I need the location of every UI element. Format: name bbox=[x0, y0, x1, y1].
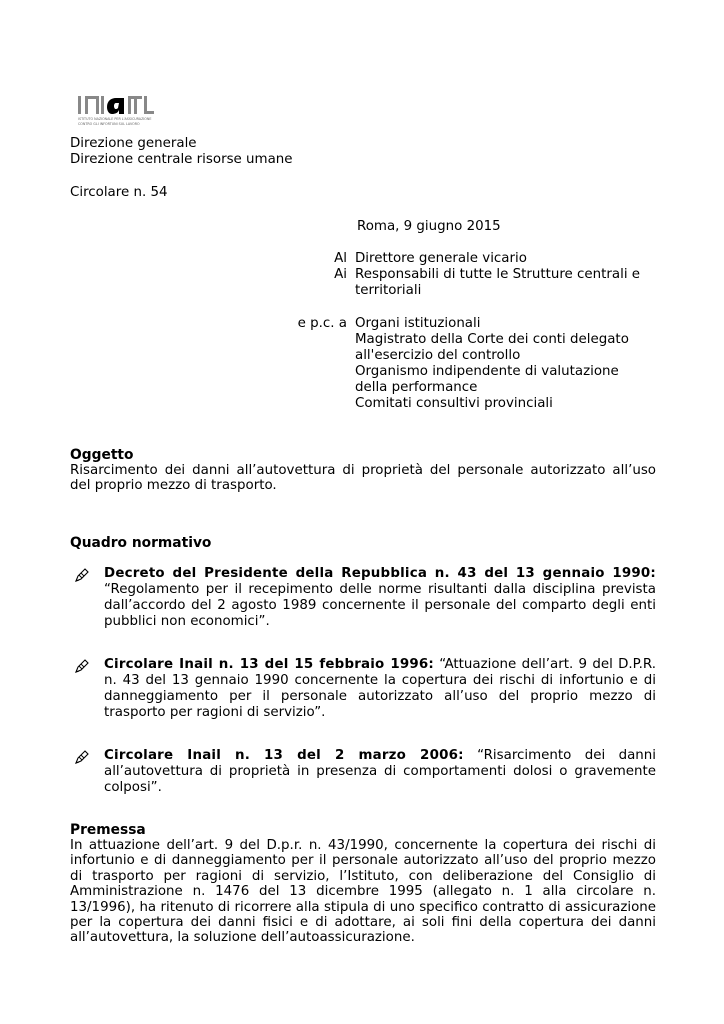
oggetto-text: Risarcimento dei danni all’autovettura di proprietà del personale autorizzato all’uso del proprio mezzo di trasporto. bbox=[70, 463, 656, 494]
normativa-item-title: Decreto del Presidente della Repubblica n. 43 del 13 gennaio 1990: bbox=[104, 566, 656, 581]
inail-logo bbox=[76, 94, 176, 128]
quadro-normativo-heading: Quadro normativo bbox=[70, 535, 212, 551]
recipient-label-al: Al bbox=[334, 251, 347, 266]
pencil-bullet-icon bbox=[75, 568, 89, 582]
normativa-item-title: Circolare Inail n. 13 del 2 marzo 2006: bbox=[104, 748, 464, 763]
recipient-al: Direttore generale vicario bbox=[355, 251, 527, 266]
normativa-item-text: “Attuazione dell’art. 9 del D.P.R. n. 43 del 13 gennaio 1990 concernente la copertura dei rischi di infortunio e di danneggiamento per il personale autorizzato all’uso del proprio mezzo di trasporto per ragioni di servizio”. bbox=[104, 657, 656, 720]
recipient-ai-line-1: Responsabili di tutte le Strutture centrali e bbox=[355, 267, 641, 282]
premessa-heading: Premessa bbox=[70, 822, 146, 838]
pencil-bullet-icon bbox=[75, 659, 89, 673]
recipient-label-ai: Ai bbox=[334, 267, 347, 282]
epc-line: Comitati consultivi provinciali bbox=[355, 396, 553, 411]
normativa-item-text: “Regolamento per il recepimento delle norme risultanti dalla disciplina prevista dall’accordo del 2 agosto 1989 concernente il personale del comparto degli enti pubblici non economici”. bbox=[104, 582, 656, 629]
oggetto-heading: Oggetto bbox=[70, 447, 134, 463]
circolare-number: Circolare n. 54 bbox=[70, 185, 168, 200]
office-line-1: Direzione generale bbox=[70, 136, 197, 151]
epc-line: Organismo indipendente di valutazione bbox=[355, 364, 619, 379]
normativa-item bbox=[104, 566, 656, 630]
normativa-item bbox=[104, 657, 656, 721]
pencil-bullet-icon bbox=[75, 750, 89, 764]
recipient-label-epc: e p.c. a bbox=[297, 316, 347, 331]
logo-tagline-2: CONTRO GLI INFORTUNI SUL LAVORO bbox=[78, 122, 140, 126]
normativa-item bbox=[104, 748, 656, 796]
office-line-2: Direzione centrale risorse umane bbox=[70, 152, 293, 167]
recipient-ai-line-2: territoriali bbox=[355, 283, 422, 298]
premessa-text: In attuazione dell’art. 9 del D.p.r. n. 43/1990, concernente la copertura dei rischi di infortunio e di danneggiamento per il personale autorizzato all’uso del proprio mezzo di trasporto per ragioni di servizio, l’Istituto, con deliberazione del Consiglio di Amministrazione n. 1476 del 13 dicembre 1995 (allegato n. 1 alla circolare n. 13/1996), ha ritenuto di ricorrere alla stipula di uno specifico contratto di assicurazione per la copertura dei danni fisici e di adottare, ai soli fini della copertura dei danni all’autovettura, la soluzione dell’autoassicurazione. bbox=[70, 838, 656, 946]
epc-line: Magistrato della Corte dei conti delegato bbox=[355, 332, 629, 347]
epc-line: Organi istituzionali bbox=[355, 316, 481, 331]
normativa-item-title: Circolare Inail n. 13 del 15 febbraio 1996: bbox=[104, 657, 434, 672]
logo-tagline-1: ISTITUTO NAZIONALE PER L'ASSICURAZIONE bbox=[78, 117, 152, 121]
epc-line: della performance bbox=[355, 380, 478, 395]
inail-logo-graphic bbox=[76, 94, 176, 128]
document-date: Roma, 9 giugno 2015 bbox=[357, 219, 501, 234]
epc-line: all'esercizio del controllo bbox=[355, 348, 521, 363]
normativa-item-text: “Risarcimento dei danni all’autovettura di proprietà in presenza di comportamenti dolosi o gravemente colposi”. bbox=[104, 748, 656, 795]
